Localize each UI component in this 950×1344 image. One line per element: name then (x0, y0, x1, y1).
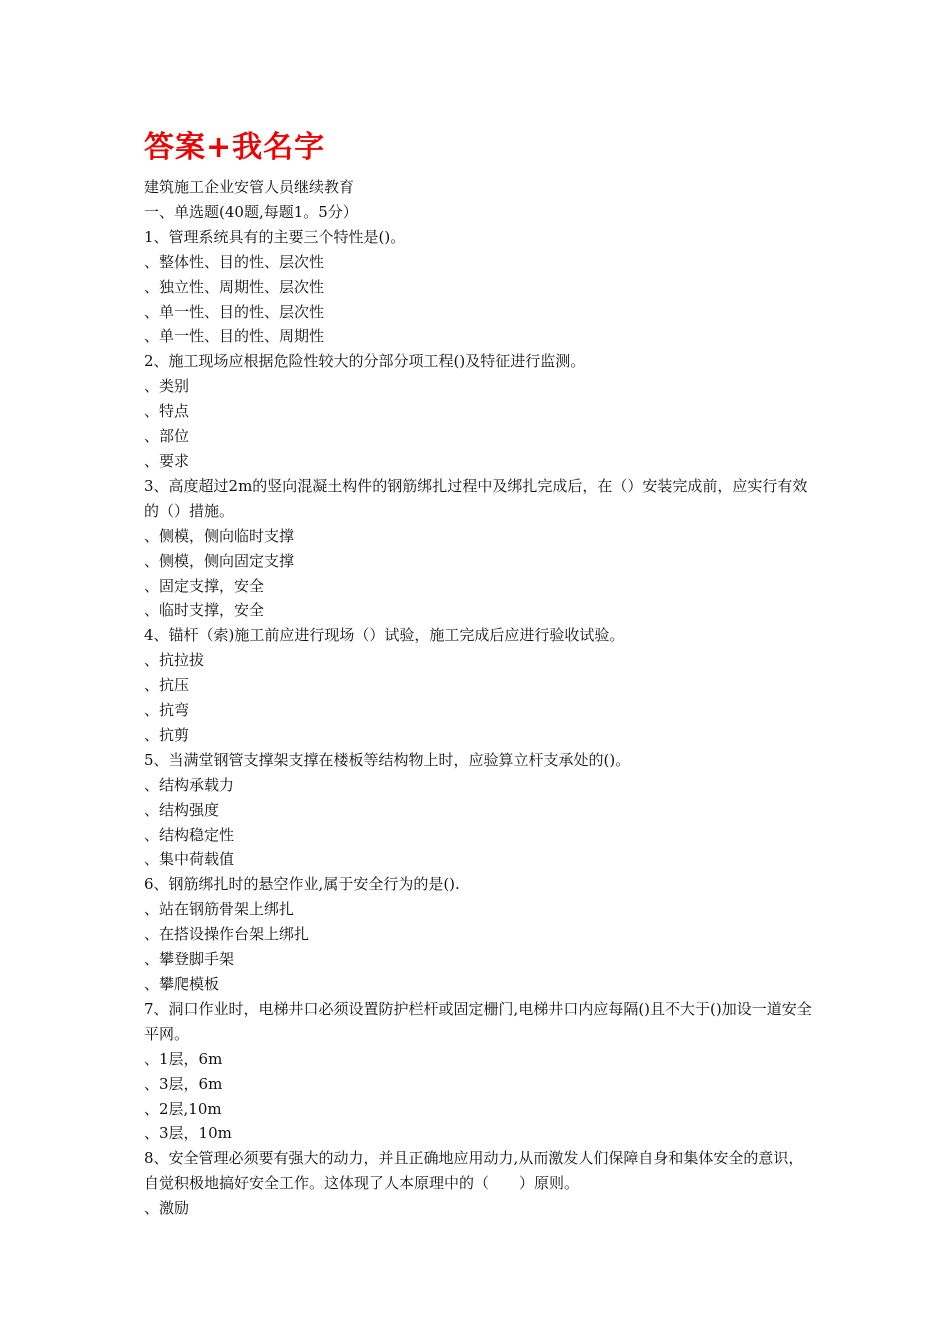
option-b: 、3层，6m (144, 1074, 223, 1093)
option-a: 、结构承载力 (144, 775, 235, 794)
document-page (144, 126, 812, 1221)
question-5 (144, 748, 812, 873)
option-a: 、激励 (144, 1199, 190, 1218)
option-a: 、侧模，侧向临时支撑 (144, 526, 295, 545)
option-c: 、单一性、目的性、层次性 (144, 302, 325, 321)
question-text: 8、安全管理必须要有强大的动力，并且正确地应用动力,从而激发人们保障自身和集体安全的意识，自觉积极地搞好安全工作。这体现了人本原理中的（ ）原则。 (144, 1149, 804, 1193)
option-a: 、1层，6m (144, 1049, 223, 1068)
option-c: 、部位 (144, 427, 190, 446)
question-text: 3、高度超过2m的竖向混凝土构件的钢筋绑扎过程中及绑扎完成后，在（）安装完成前，应实行有效的（）措施。 (144, 476, 808, 520)
option-d: 、单一性、目的性、周期性 (144, 327, 325, 346)
option-b: 、抗压 (144, 676, 190, 695)
option-b: 、侧模，侧向固定支撑 (144, 551, 295, 570)
option-d: 、临时支撑，安全 (144, 601, 265, 620)
option-d: 、攀爬模板 (144, 975, 220, 993)
option-c: 、结构稳定性 (144, 825, 235, 844)
question-1 (144, 225, 812, 350)
option-c: 、攀登脚手架 (144, 950, 235, 969)
option-d: 、3层，10m (144, 1124, 232, 1143)
option-d: 、要求 (144, 451, 190, 470)
question-7 (144, 997, 812, 1146)
question-3 (144, 474, 812, 623)
option-b: 、特点 (144, 402, 190, 421)
question-text: 2、施工现场应根据危险性较大的分部分项工程()及特征进行监测。 (144, 352, 586, 371)
option-a: 、类别 (144, 377, 190, 396)
option-b: 、独立性、周期性、层次性 (144, 277, 325, 296)
document-title: 答案+我名字 (144, 130, 326, 165)
question-4 (144, 623, 812, 748)
section-heading: 一、单选题(40题,每题1。5分） (144, 202, 358, 221)
document-subtitle: 建筑施工企业安管人员继续教育 (144, 178, 355, 196)
question-text: 7、洞口作业时，电梯井口必须设置防护栏杆或固定栅门,电梯井口内应每隔()且不大于()加设一道安全平网。 (144, 999, 812, 1043)
option-d: 、集中荷载值 (144, 850, 235, 869)
question-2 (144, 349, 812, 474)
option-c: 、固定支撑，安全 (144, 576, 265, 595)
option-c: 、2层,10m (144, 1099, 222, 1118)
option-b: 、结构强度 (144, 800, 220, 819)
option-b: 、在搭设操作台架上绑扎 (144, 925, 310, 944)
option-a: 、抗拉拔 (144, 651, 205, 670)
option-c: 、抗弯 (144, 701, 190, 720)
question-text: 6、钢筋绑扎时的悬空作业,属于安全行为的是(). (144, 875, 460, 894)
question-6 (144, 872, 812, 997)
question-text: 5、当满堂钢管支撑架支撑在楼板等结构物上时，应验算立杆支承处的()。 (144, 750, 631, 769)
question-list (144, 225, 812, 1221)
option-a: 、站在钢筋骨架上绑扎 (144, 900, 295, 919)
option-d: 、抗剪 (144, 725, 190, 744)
question-8 (144, 1146, 812, 1221)
question-text: 1、管理系统具有的主要三个特性是()。 (144, 227, 406, 246)
question-text: 4、锚杆（索)施工前应进行现场（）试验，施工完成后应进行验收试验。 (144, 626, 625, 645)
option-a: 、整体性、目的性、层次性 (144, 252, 325, 271)
